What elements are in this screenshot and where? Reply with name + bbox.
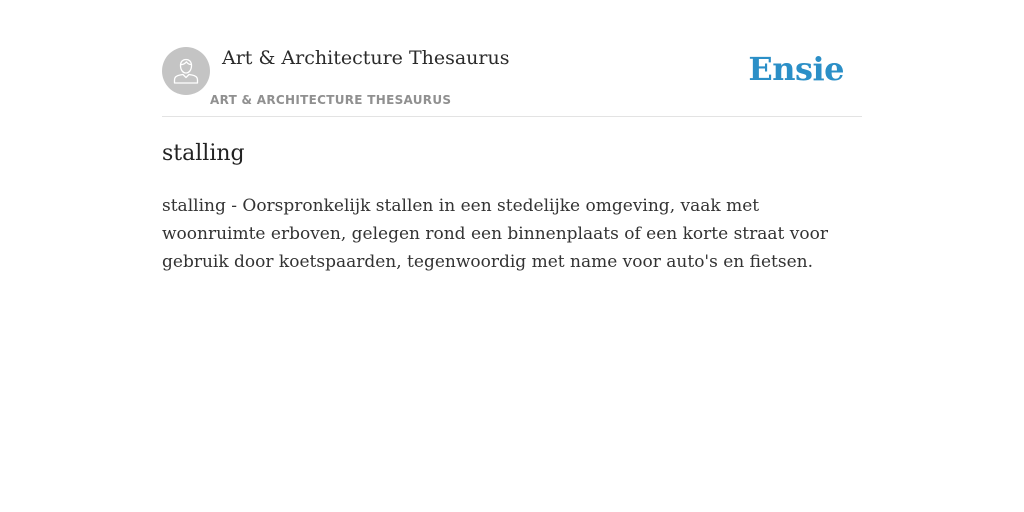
source-label: ART & ARCHITECTURE THESAURUS [210,93,452,107]
term-title: stalling [162,141,245,166]
brand-logo[interactable]: Ensie [748,50,844,88]
author-name[interactable]: Art & Architecture Thesaurus [222,47,510,69]
definition-text: stalling - Oorspronkelijk stallen in een stedelijke omgeving, vaak met woonruimte erboven, gelegen rond een binnenplaats of een korte straat voor gebruik door koetspaarden, tegenwoordig met name voor auto's en fietsen. [162,196,828,272]
user-silhouette-icon [171,56,201,86]
avatar[interactable] [162,47,210,95]
header [162,0,862,117]
